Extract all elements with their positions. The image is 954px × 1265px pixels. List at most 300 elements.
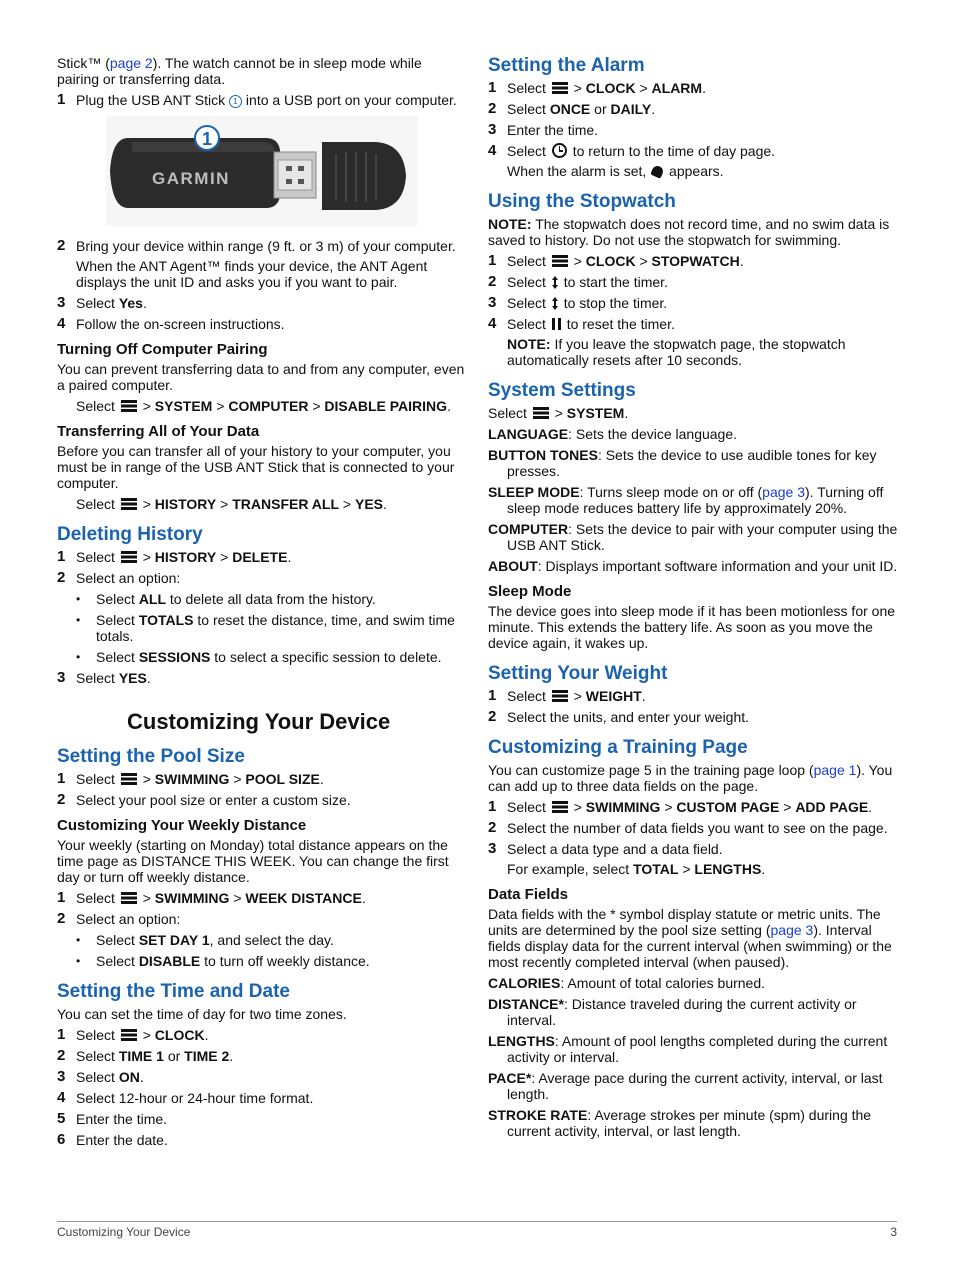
time-step-5 [57,1111,467,1127]
page-3-link[interactable]: page 3 [770,922,814,938]
step-text: Select an option: [76,570,181,586]
bullet-bold: SESSIONS [138,649,211,665]
turn-off-pairing-section [57,341,467,414]
select-word: Select [507,253,546,269]
step-text: Enter the time. [76,1111,168,1127]
training-step-1 [488,799,898,815]
def-term: CALORIES [488,975,561,991]
alarm-heading: Setting the Alarm [488,55,645,76]
def-term: PACE* [488,1070,532,1086]
page-1-link[interactable]: page 1 [813,762,857,778]
delete-step-3 [57,670,467,686]
weight-heading: Setting Your Weight [488,663,668,684]
stopwatch-step-3 [488,295,898,311]
sleep-mode-text: The device goes into sleep mode if it has been motionless for one minute. This extends the battery life. As soon as you move the device again, it wakes up. [488,603,896,651]
menu-icon [552,690,568,702]
stopwatch-step-4 [488,316,898,332]
up-down-icon [552,297,558,310]
end-mark: . [868,799,873,815]
def-term: LENGTHS [488,1033,555,1049]
step-number: 1 [57,770,66,787]
path-item: COMPUTER [228,398,309,414]
path-item: CLOCK [154,1027,205,1043]
bullet-text: Select [96,932,139,948]
sep: > [783,799,792,815]
menu-icon [552,801,568,813]
step-number: 1 [57,889,66,906]
delete-step-2 [57,570,467,586]
usb-ant-stick-figure [106,116,418,226]
step-bold: ONCE [549,101,591,117]
menu-icon [121,551,137,563]
def-text: : Sets the device to pair with your computer using the USB ANT Stick. [507,521,898,553]
path-item: CLOCK [585,253,636,269]
turn-off-pairing-instruction [76,398,467,414]
step-bold: TIME 1 [118,1048,164,1064]
def-term: LANGUAGE [488,426,569,442]
bullet-bold: ALL [138,591,167,607]
bullet-text: Select [96,612,139,628]
step-number: 2 [57,569,66,586]
step-text: Select a data type and a data field. [507,841,723,857]
weekly-option-disable [76,953,467,969]
step-text: . [139,1069,144,1085]
bullet-text: Select [96,649,139,665]
def-text: : Displays important software information and your unit ID. [537,558,898,574]
stopwatch-step-1 [488,253,898,269]
path-item: SWIMMING [154,890,230,906]
sep: > [312,398,321,414]
select-word: Select [507,688,546,704]
chapter-title: Customizing Your Device [127,709,391,734]
select-word: Select [488,405,527,421]
sep: > [142,549,151,565]
sep: > [554,405,563,421]
step-text: Follow the on-screen instructions. [76,316,285,332]
step-text: Enter the time. [507,122,599,138]
page-2-link[interactable]: page 2 [109,55,153,71]
weekly-distance-heading: Customizing Your Weekly Distance [57,817,307,834]
bullet-mark: • [76,592,81,606]
select-word: Select [76,890,115,906]
path-item: SYSTEM [566,405,625,421]
step-number: 1 [488,798,497,815]
bullet-bold: DISABLE [138,953,201,969]
step-number: 1 [488,687,497,704]
time-step-2 [57,1048,467,1064]
menu-icon [121,400,137,412]
menu-icon [121,1029,137,1041]
step-number: 6 [57,1131,66,1148]
path-item: DELETE [232,549,288,565]
step-text: Select [76,1069,119,1085]
step-bold: DAILY [610,101,652,117]
weight-section [488,663,898,725]
weekly-step-2 [57,911,467,927]
step-bold: TIME 2 [184,1048,230,1064]
def-pace [488,1070,898,1102]
step-text: . [651,101,656,117]
training-page-text [488,762,898,794]
menu-icon [121,498,137,510]
turn-off-pairing-heading: Turning Off Computer Pairing [57,341,268,358]
select-word: Select [76,771,115,787]
path-item: ADD PAGE [795,799,869,815]
step-text: to start the timer. [559,274,668,290]
def-lengths [488,1033,898,1065]
step-number: 5 [57,1110,66,1127]
step-text: Select your pool size or enter a custom size. [76,792,351,808]
select-word: Select [507,80,546,96]
training-step-2 [488,820,898,836]
select-word: Select [76,1027,115,1043]
path-item: WEEK DISTANCE [245,890,362,906]
step-number: 3 [488,840,497,857]
time-step-6 [57,1132,467,1148]
bullet-text: , and select the day. [209,932,334,948]
path-item: YES [355,496,384,512]
sep: > [142,771,151,787]
right-column [488,55,898,1144]
def-language [488,426,898,442]
bullet-text: Select [96,953,139,969]
bullet-mark: • [76,650,81,664]
def-text: : Sets the device to use audible tones for key presses. [507,447,877,479]
step-number: 2 [488,100,497,117]
path-item: HISTORY [154,496,217,512]
intro-paragraph [57,55,467,87]
def-term: DISTANCE* [488,996,564,1012]
note-text: appears. [665,163,724,179]
step-text: Select [507,274,550,290]
step-number: 2 [488,273,497,290]
sep: > [233,890,242,906]
sep: > [142,890,151,906]
def-sleep-mode [488,484,898,516]
end-mark: . [287,549,292,565]
end-mark: . [739,253,744,269]
callout-1-icon: 1 [229,95,242,108]
clock-icon [552,143,567,158]
weekly-step-1 [57,890,467,906]
step-number: 3 [57,669,66,686]
step-text: into a USB port on your computer. [242,92,457,108]
sep: > [573,688,582,704]
sep: > [639,80,648,96]
bullet-bold: TOTALS [138,612,194,628]
transfer-text: Before you can transfer all of your history to your computer, you must be in range of the USB ANT Stick that is connected to your computer. [57,443,455,491]
footer-page-number: 3 [890,1225,897,1239]
garmin-logo: GARMIN [152,169,230,188]
para-text: ). You can add up to three data fields on the page. [488,762,893,794]
pair-step-2-note: When the ANT Agent™ finds your device, the ANT Agent displays the unit ID and asks you if you want to pair. [76,258,428,290]
para-text: Data fields with the * symbol display statute or metric units. The units are determined by the pool size setting ( [488,906,881,938]
end-mark: . [641,688,646,704]
bullet-text: to select a specific session to delete. [210,649,442,665]
step-text: Select [76,670,119,686]
time-date-text: You can set the time of day for two time zones. [57,1006,347,1022]
data-fields-section [488,886,898,1139]
step-text: . [229,1048,234,1064]
sep: > [216,398,225,414]
path-item: CUSTOM PAGE [676,799,780,815]
sep: > [573,253,582,269]
def-button-tones [488,447,898,479]
step-number: 1 [57,91,66,108]
left-column [57,55,467,1153]
path-item: SYSTEM [154,398,213,414]
bullet-mark: • [76,613,81,627]
menu-icon [121,773,137,785]
transfer-heading: Transferring All of Your Data [57,423,260,440]
step-text: Plug the USB ANT Stick [76,92,230,108]
step-number: 4 [57,1089,66,1106]
system-settings-section [488,380,898,574]
step-number: 1 [488,79,497,96]
deleting-history-heading: Deleting History [57,524,203,545]
training-step-3 [488,841,898,857]
sep: > [220,496,229,512]
deleting-history-section [57,524,467,686]
def-text: : Amount of total calories burned. [560,975,766,991]
step-text: . [146,670,151,686]
menu-icon [552,255,568,267]
stopwatch-step-4-note [507,336,898,368]
step-text: or [163,1048,185,1064]
note-text: When the alarm is set, [507,163,651,179]
end-mark: . [204,1027,209,1043]
step-text: to return to the time of day page. [568,143,776,159]
pair-step-2 [57,238,467,254]
step-text: Select [507,101,550,117]
step-bold: YES [118,670,147,686]
up-down-icon [552,276,558,289]
weekly-distance-section [57,817,467,969]
para-text: ). Interval fields display data for the current interval (when swimming) or the most recently completed interval (when paused). [488,922,892,970]
step-number: 4 [57,315,66,332]
step-text: Select [507,143,550,159]
step-bold: Yes [118,295,143,311]
para-text: You can customize page 5 in the training page loop ( [488,762,814,778]
sep: > [664,799,673,815]
time-step-4 [57,1090,467,1106]
end-mark: . [447,398,451,414]
select-word: Select [76,398,115,414]
note-bold: LENGTHS [694,861,762,877]
step-number: 3 [57,1068,66,1085]
def-about [488,558,898,574]
weight-step-2 [488,709,898,725]
figure-callout: 1 [201,129,213,149]
step-text: Select the units, and enter your weight. [507,709,750,725]
note-text: For example, select [507,861,634,877]
end-mark: . [624,405,629,421]
alarm-step-1 [488,80,898,96]
def-text: : Average pace during the current activity, interval, or last length. [507,1070,883,1102]
path-item: TRANSFER ALL [232,496,340,512]
step-text: or [590,101,611,117]
delete-option-totals [76,612,467,644]
stopwatch-section [488,191,898,368]
bullet-bold: SET DAY 1 [138,932,210,948]
def-text: : Distance traveled during the current activity or interval. [507,996,857,1028]
step-number: 4 [488,315,497,332]
step-number: 2 [57,910,66,927]
sleep-mode-heading: Sleep Mode [488,583,572,600]
step-text: Bring your device within range (9 ft. or 3 m) of your computer. [76,238,456,254]
training-page-section [488,737,898,877]
bullet-text: Select [96,591,139,607]
turn-off-pairing-text: You can prevent transferring data to and from any computer, even a paired computer. [57,361,465,393]
def-text: : Amount of pool lengths completed during the current activity or interval. [507,1033,888,1065]
step-number: 2 [57,1047,66,1064]
select-word: Select [507,799,546,815]
step-number: 3 [57,294,66,311]
def-term: BUTTON TONES [488,447,598,463]
pair-step-4 [57,316,467,332]
alarm-step-2 [488,101,898,117]
page-3-link[interactable]: page 3 [762,484,805,500]
sep: > [573,799,582,815]
pool-size-heading: Setting the Pool Size [57,746,245,767]
footer-chapter-name: Customizing Your Device [57,1225,191,1239]
step-text: to stop the timer. [559,295,668,311]
alarm-step-4 [488,143,898,159]
def-term: STROKE RATE [488,1107,588,1123]
bullet-mark: • [76,933,81,947]
intro-text-a: Stick™ ( [57,55,110,71]
weight-step-1 [488,688,898,704]
bullet-text: to turn off weekly distance. [200,953,370,969]
note-text: If you leave the stopwatch page, the stopwatch automatically resets after 10 seconds. [507,336,846,368]
path-item: WEIGHT [585,688,642,704]
def-term: COMPUTER [488,521,569,537]
end-mark: . [361,890,366,906]
def-text: : Turns sleep mode on or off ( [579,484,763,500]
bullet-text: to reset the distance, time, and swim time totals. [96,612,455,644]
step-number: 2 [57,791,66,808]
transfer-section [57,423,467,512]
pool-step-1 [57,771,467,787]
note-bold: TOTAL [633,861,679,877]
step-text: Select [507,295,550,311]
pause-icon [552,318,561,330]
def-text: : Average strokes per minute (spm) during the current activity, interval, or last length. [507,1107,872,1139]
sep: > [573,80,582,96]
data-fields-text [488,906,898,970]
path-item: STOPWATCH [651,253,740,269]
note-text: . [761,861,766,877]
time-date-section [57,981,467,1148]
pool-step-2 [57,792,467,808]
step-text: Select an option: [76,911,181,927]
path-item: ALARM [651,80,703,96]
step-number: 1 [488,252,497,269]
transfer-instruction [76,496,467,512]
page-footer [57,1221,897,1239]
sep: > [142,1027,151,1043]
alarm-section [488,55,898,179]
training-page-heading: Customizing a Training Page [488,737,748,758]
step-text: to reset the timer. [562,316,675,332]
def-term: SLEEP MODE [488,484,580,500]
weekly-distance-text: Your weekly (starting on Monday) total distance appears on the time page as DISTANCE THIS WEEK. You can change the first day or turn off weekly distance. [57,837,449,885]
bullet-mark: • [76,954,81,968]
intro-text-b: ). The watch cannot be in sleep mode while pairing or transferring data. [57,55,422,87]
alarm-step-3 [488,122,898,138]
step-text: . [142,295,147,311]
usb-stick-illustration [106,116,418,226]
def-stroke-rate [488,1107,898,1139]
bullet-text: to delete all data from the history. [166,591,376,607]
training-step-3-note [507,861,898,877]
def-term: ABOUT [488,558,538,574]
step-text: Enter the date. [76,1132,168,1148]
def-distance [488,996,898,1028]
note-label: NOTE: [507,336,551,352]
alarm-bell-icon [650,164,665,179]
stopwatch-note [488,216,898,248]
path-item: CLOCK [585,80,636,96]
delete-step-1 [57,549,467,565]
menu-icon [533,407,549,419]
end-mark: . [702,80,706,96]
menu-icon [552,82,568,94]
step-number: 3 [488,121,497,138]
sep: > [639,253,648,269]
step-number: 1 [57,1026,66,1043]
def-text: : Sets the device language. [568,426,738,442]
step-number: 2 [488,708,497,725]
sep: > [142,398,151,414]
sep: > [220,549,229,565]
def-calories [488,975,898,991]
note-label: NOTE: [488,216,532,232]
time-step-1 [57,1027,467,1043]
step-number: 4 [488,142,497,159]
select-word: Select [76,496,115,512]
select-word: Select [76,549,115,565]
path-item: SWIMMING [585,799,661,815]
system-settings-instruction [488,405,898,421]
note-text: > [678,861,695,877]
step-number: 1 [57,548,66,565]
def-computer [488,521,898,553]
path-item: HISTORY [154,549,217,565]
pool-size-section [57,746,467,808]
menu-icon [121,892,137,904]
stopwatch-heading: Using the Stopwatch [488,191,676,212]
delete-option-all [76,591,467,607]
weekly-option-set-day [76,932,467,948]
end-mark: . [319,771,324,787]
step-number: 2 [57,237,66,254]
pair-step-3 [57,295,467,311]
path-item: DISABLE PAIRING [324,398,448,414]
def-text: ). Turning off sleep mode reduces battery life by approximately 20%. [507,484,884,516]
time-date-heading: Setting the Time and Date [57,981,290,1002]
step-bold: ON [118,1069,140,1085]
sep: > [142,496,151,512]
data-fields-heading: Data Fields [488,886,569,903]
sep: > [342,496,352,512]
delete-option-sessions [76,649,467,665]
system-settings-heading: System Settings [488,380,636,401]
step-number: 2 [488,819,497,836]
pair-step-1 [57,92,467,108]
end-mark: . [383,496,387,512]
step-text: Select the number of data fields you want to see on the page. [507,820,888,836]
